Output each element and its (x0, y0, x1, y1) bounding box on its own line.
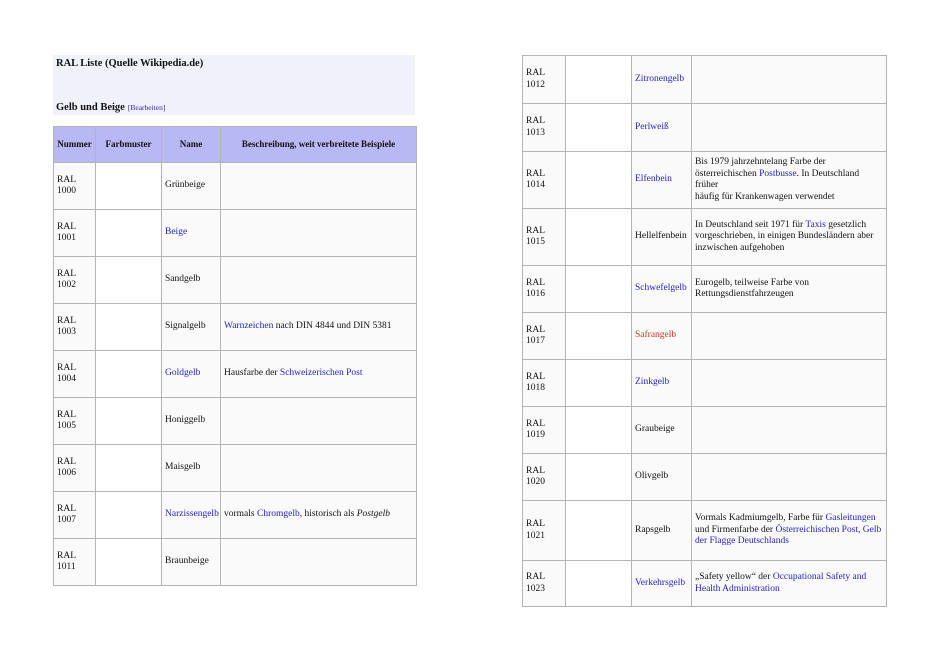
description-cell (692, 313, 887, 360)
ral-number-part: RAL (526, 116, 545, 126)
description-cell (692, 266, 887, 313)
color-name-cell (632, 56, 692, 104)
color-name-cell (632, 501, 692, 561)
ral-number-part: 1019 (526, 430, 545, 440)
table-row (54, 163, 417, 210)
color-name-cell (162, 398, 221, 445)
color-name-cell (632, 266, 692, 313)
ral-number (523, 407, 566, 454)
color-swatch-cell (96, 257, 162, 304)
color-name: Hellelfenbein (635, 231, 687, 242)
header-farbmuster: Farbmuster (96, 127, 162, 163)
table-row (54, 304, 417, 351)
color-name-cell (632, 454, 692, 501)
color-name-cell (632, 152, 692, 209)
table-row (523, 501, 887, 561)
color-name: Honiggelb (165, 415, 206, 426)
table-row (54, 539, 417, 586)
ral-number-part: 1014 (526, 180, 545, 190)
ral-number-part: RAL (526, 168, 545, 179)
description-text: Bis 1979 jahrzehntelang Farbe der (695, 157, 826, 167)
description-text: . In Deutschland früher (695, 168, 860, 190)
table-row (523, 152, 887, 209)
table-row (54, 257, 417, 304)
ral-number-part: 1023 (526, 583, 545, 594)
description-cell (221, 163, 417, 210)
table-row (523, 313, 887, 360)
color-swatch-cell (566, 209, 632, 266)
description-text: Eurogelb, teilweise Farbe von (695, 277, 809, 288)
color-swatch-cell (96, 492, 162, 539)
ral-number-part: RAL (57, 503, 76, 514)
description-text: Rettungsdienstfahrzeugen (695, 289, 794, 299)
color-swatch-cell (566, 104, 632, 152)
color-name-link[interactable]: Zitronengelb (635, 73, 685, 84)
ral-number (523, 454, 566, 501)
color-name-cell (632, 313, 692, 360)
color-name: Maisgelb (165, 462, 201, 473)
ral-number-part: 1000 (57, 186, 76, 196)
ral-number (54, 351, 96, 398)
ral-number (54, 304, 96, 351)
description-link[interactable]: Chromgelb (256, 509, 300, 520)
ral-table-left (53, 126, 417, 586)
ral-number (523, 104, 566, 152)
header-nummer: Nummer (54, 127, 96, 163)
description-text: vorgeschrieben, in einigen Bundesländern aber (695, 231, 874, 242)
description-link[interactable]: Gelb (862, 524, 882, 535)
color-swatch-cell (96, 351, 162, 398)
color-name: Olivgelb (635, 471, 669, 482)
ral-number-part: 1004 (57, 374, 76, 384)
color-name: Braunbeige (165, 556, 209, 567)
color-swatch-cell (96, 163, 162, 210)
color-name: Grünbeige (165, 180, 206, 191)
header-name: Name (162, 127, 221, 163)
ral-number-part: RAL (57, 409, 76, 420)
table-row (523, 266, 887, 313)
description-text: Hausfarbe der (224, 368, 280, 379)
table-row (523, 104, 887, 152)
color-name-link[interactable]: Schwefelgelb (635, 283, 687, 294)
edit-link[interactable]: [Bearbeiten] (127, 103, 166, 112)
color-swatch-cell (96, 304, 162, 351)
description-text: „Safety yellow“ der (695, 572, 773, 582)
ral-number-part: 1012 (526, 79, 545, 90)
ral-number (523, 501, 566, 561)
description-cell (221, 257, 417, 304)
color-name-cell (632, 104, 692, 152)
description-text: , (858, 524, 863, 535)
color-name-cell (162, 539, 221, 586)
color-name-cell (632, 209, 692, 266)
ral-table-right (522, 55, 887, 607)
description-link[interactable]: Österreichischen Post (775, 524, 859, 535)
table-row (523, 56, 887, 104)
description-link[interactable]: der Flagge Deutschlands (695, 536, 789, 547)
ral-number-part: 1006 (57, 468, 76, 478)
ral-number-part: 1013 (526, 127, 545, 138)
description-text: Postgelb (356, 509, 390, 520)
description-cell (692, 209, 887, 266)
description-cell (221, 398, 417, 445)
ral-number (523, 561, 566, 607)
ral-number (54, 257, 96, 304)
table-row (54, 398, 417, 445)
color-swatch-cell (566, 152, 632, 209)
ral-number (523, 266, 566, 313)
ral-number-part: 1001 (57, 233, 76, 243)
color-name-link[interactable]: Beige (165, 227, 188, 238)
description-cell (221, 304, 417, 351)
color-swatch-cell (566, 56, 632, 104)
color-name-link[interactable]: Safrangelb (635, 330, 677, 341)
ral-number (54, 210, 96, 257)
ral-number-part: RAL (57, 456, 76, 467)
description-cell (692, 152, 887, 209)
section-heading (56, 102, 165, 113)
header-beschreibung: Beschreibung, weit verbreitete Beispiele (221, 127, 417, 163)
ral-number (54, 492, 96, 539)
description-text: gesetzlich (825, 219, 867, 230)
ral-number-part: RAL (57, 362, 76, 373)
table-row (54, 492, 417, 539)
ral-number (54, 163, 96, 210)
ral-number (54, 539, 96, 586)
color-swatch-cell (566, 501, 632, 561)
ral-number-part: 1017 (526, 336, 545, 346)
color-swatch-cell (566, 407, 632, 454)
color-swatch-cell (566, 454, 632, 501)
color-name-cell (162, 304, 221, 351)
description-cell (692, 104, 887, 152)
ral-number-part: RAL (526, 68, 545, 78)
ral-number (523, 209, 566, 266)
ral-number-part: RAL (526, 418, 545, 429)
description-link[interactable]: Postbusse (759, 168, 797, 179)
description-cell (692, 501, 887, 561)
color-name-cell (162, 351, 221, 398)
ral-number-part: RAL (526, 465, 545, 476)
ral-number-part: 1003 (57, 327, 76, 337)
color-swatch-cell (96, 398, 162, 445)
ral-number-part: 1011 (57, 562, 76, 572)
description-text: Vormals Kadmiumgelb, Farbe für (695, 513, 826, 524)
table-row (523, 561, 887, 607)
ral-number-part: 1020 (526, 477, 545, 487)
ral-number-part: RAL (57, 268, 76, 279)
ral-number (54, 398, 96, 445)
color-name-cell (162, 210, 221, 257)
color-swatch-cell (566, 561, 632, 607)
ral-number-part: RAL (526, 277, 545, 288)
color-name-link[interactable]: Perlweiß (635, 121, 669, 132)
color-name: Sandgelb (165, 274, 201, 285)
color-name-cell (632, 407, 692, 454)
ral-number (523, 360, 566, 407)
color-swatch-cell (566, 266, 632, 313)
color-name-cell (632, 561, 692, 607)
ral-number (523, 313, 566, 360)
description-cell (221, 351, 417, 398)
description-cell (692, 360, 887, 407)
description-cell (221, 492, 417, 539)
description-link[interactable]: Occupational Safety and (772, 572, 867, 582)
color-name-cell (162, 492, 221, 539)
ral-number-part: 1015 (526, 237, 545, 247)
color-name-link[interactable]: Verkehrsgelb (635, 577, 686, 588)
color-swatch-cell (566, 313, 632, 360)
ral-number (54, 445, 96, 492)
ral-number-part: RAL (526, 324, 545, 335)
color-name: Rapsgelb (635, 524, 671, 535)
color-name-cell (162, 257, 221, 304)
ral-number-part: 1018 (526, 383, 545, 393)
ral-number-part: RAL (57, 174, 76, 185)
ral-number-part: RAL (526, 572, 545, 582)
title-block (53, 55, 415, 115)
ral-number-part: RAL (526, 225, 545, 236)
ral-number-part: RAL (57, 221, 76, 232)
section-title: Gelb und Beige (56, 102, 125, 113)
description-link[interactable]: Warnzeichen (224, 321, 274, 332)
table-row (523, 209, 887, 266)
table-row (54, 351, 417, 398)
description-cell (221, 445, 417, 492)
description-cell (692, 454, 887, 501)
description-cell (221, 539, 417, 586)
ral-number-part: 1005 (57, 421, 76, 431)
ral-number (523, 56, 566, 104)
ral-number-part: 1021 (526, 530, 545, 541)
color-name: Graubeige (635, 424, 675, 435)
color-swatch-cell (96, 539, 162, 586)
color-name-cell (632, 360, 692, 407)
ral-number-part: 1016 (526, 289, 545, 299)
description-cell (692, 561, 887, 607)
color-swatch-cell (96, 445, 162, 492)
document-title: RAL Liste (Quelle Wikipedia.de) (56, 58, 204, 69)
description-text: nach DIN 4844 und DIN 5381 (273, 321, 392, 332)
ral-number-part: RAL (526, 371, 545, 382)
table-header-row (54, 127, 417, 163)
table-row (54, 445, 417, 492)
color-swatch-cell (566, 360, 632, 407)
description-cell (692, 407, 887, 454)
description-text: In Deutschland seit 1971 für (695, 219, 806, 230)
color-name-link[interactable]: Zinkgelb (635, 377, 670, 388)
description-text: häufig für Krankenwagen verwendet (695, 191, 835, 202)
description-link[interactable]: Gasleitungen (825, 513, 876, 524)
ral-number-part: 1007 (57, 515, 76, 525)
description-cell (221, 210, 417, 257)
color-swatch-cell (96, 210, 162, 257)
description-text: inzwischen aufgehoben (695, 242, 785, 253)
description-link[interactable]: Health Administration (695, 583, 780, 594)
description-cell (692, 56, 887, 104)
color-name-cell (162, 163, 221, 210)
table-row (523, 360, 887, 407)
table-row (523, 454, 887, 501)
ral-number-part: RAL (526, 519, 545, 529)
table-row (54, 210, 417, 257)
ral-number-part: 1002 (57, 280, 76, 290)
description-text: österreichischen (695, 168, 760, 179)
ral-number (523, 152, 566, 209)
description-text: , historisch als (299, 509, 357, 520)
table-row (523, 407, 887, 454)
description-link[interactable]: Taxis (805, 219, 826, 230)
description-text: und Firmenfarbe der (695, 524, 776, 535)
color-name-link[interactable]: Narzissengelb (165, 509, 219, 520)
description-text: vormals (224, 509, 257, 520)
ral-number-part: RAL (57, 550, 76, 561)
color-name: Signalgelb (165, 321, 206, 332)
color-name-link[interactable]: Elfenbein (635, 174, 672, 185)
color-name-cell (162, 445, 221, 492)
color-name-link[interactable]: Goldgelb (165, 368, 201, 379)
description-link[interactable]: Schweizerischen Post (279, 368, 363, 379)
ral-number-part: RAL (57, 315, 76, 326)
